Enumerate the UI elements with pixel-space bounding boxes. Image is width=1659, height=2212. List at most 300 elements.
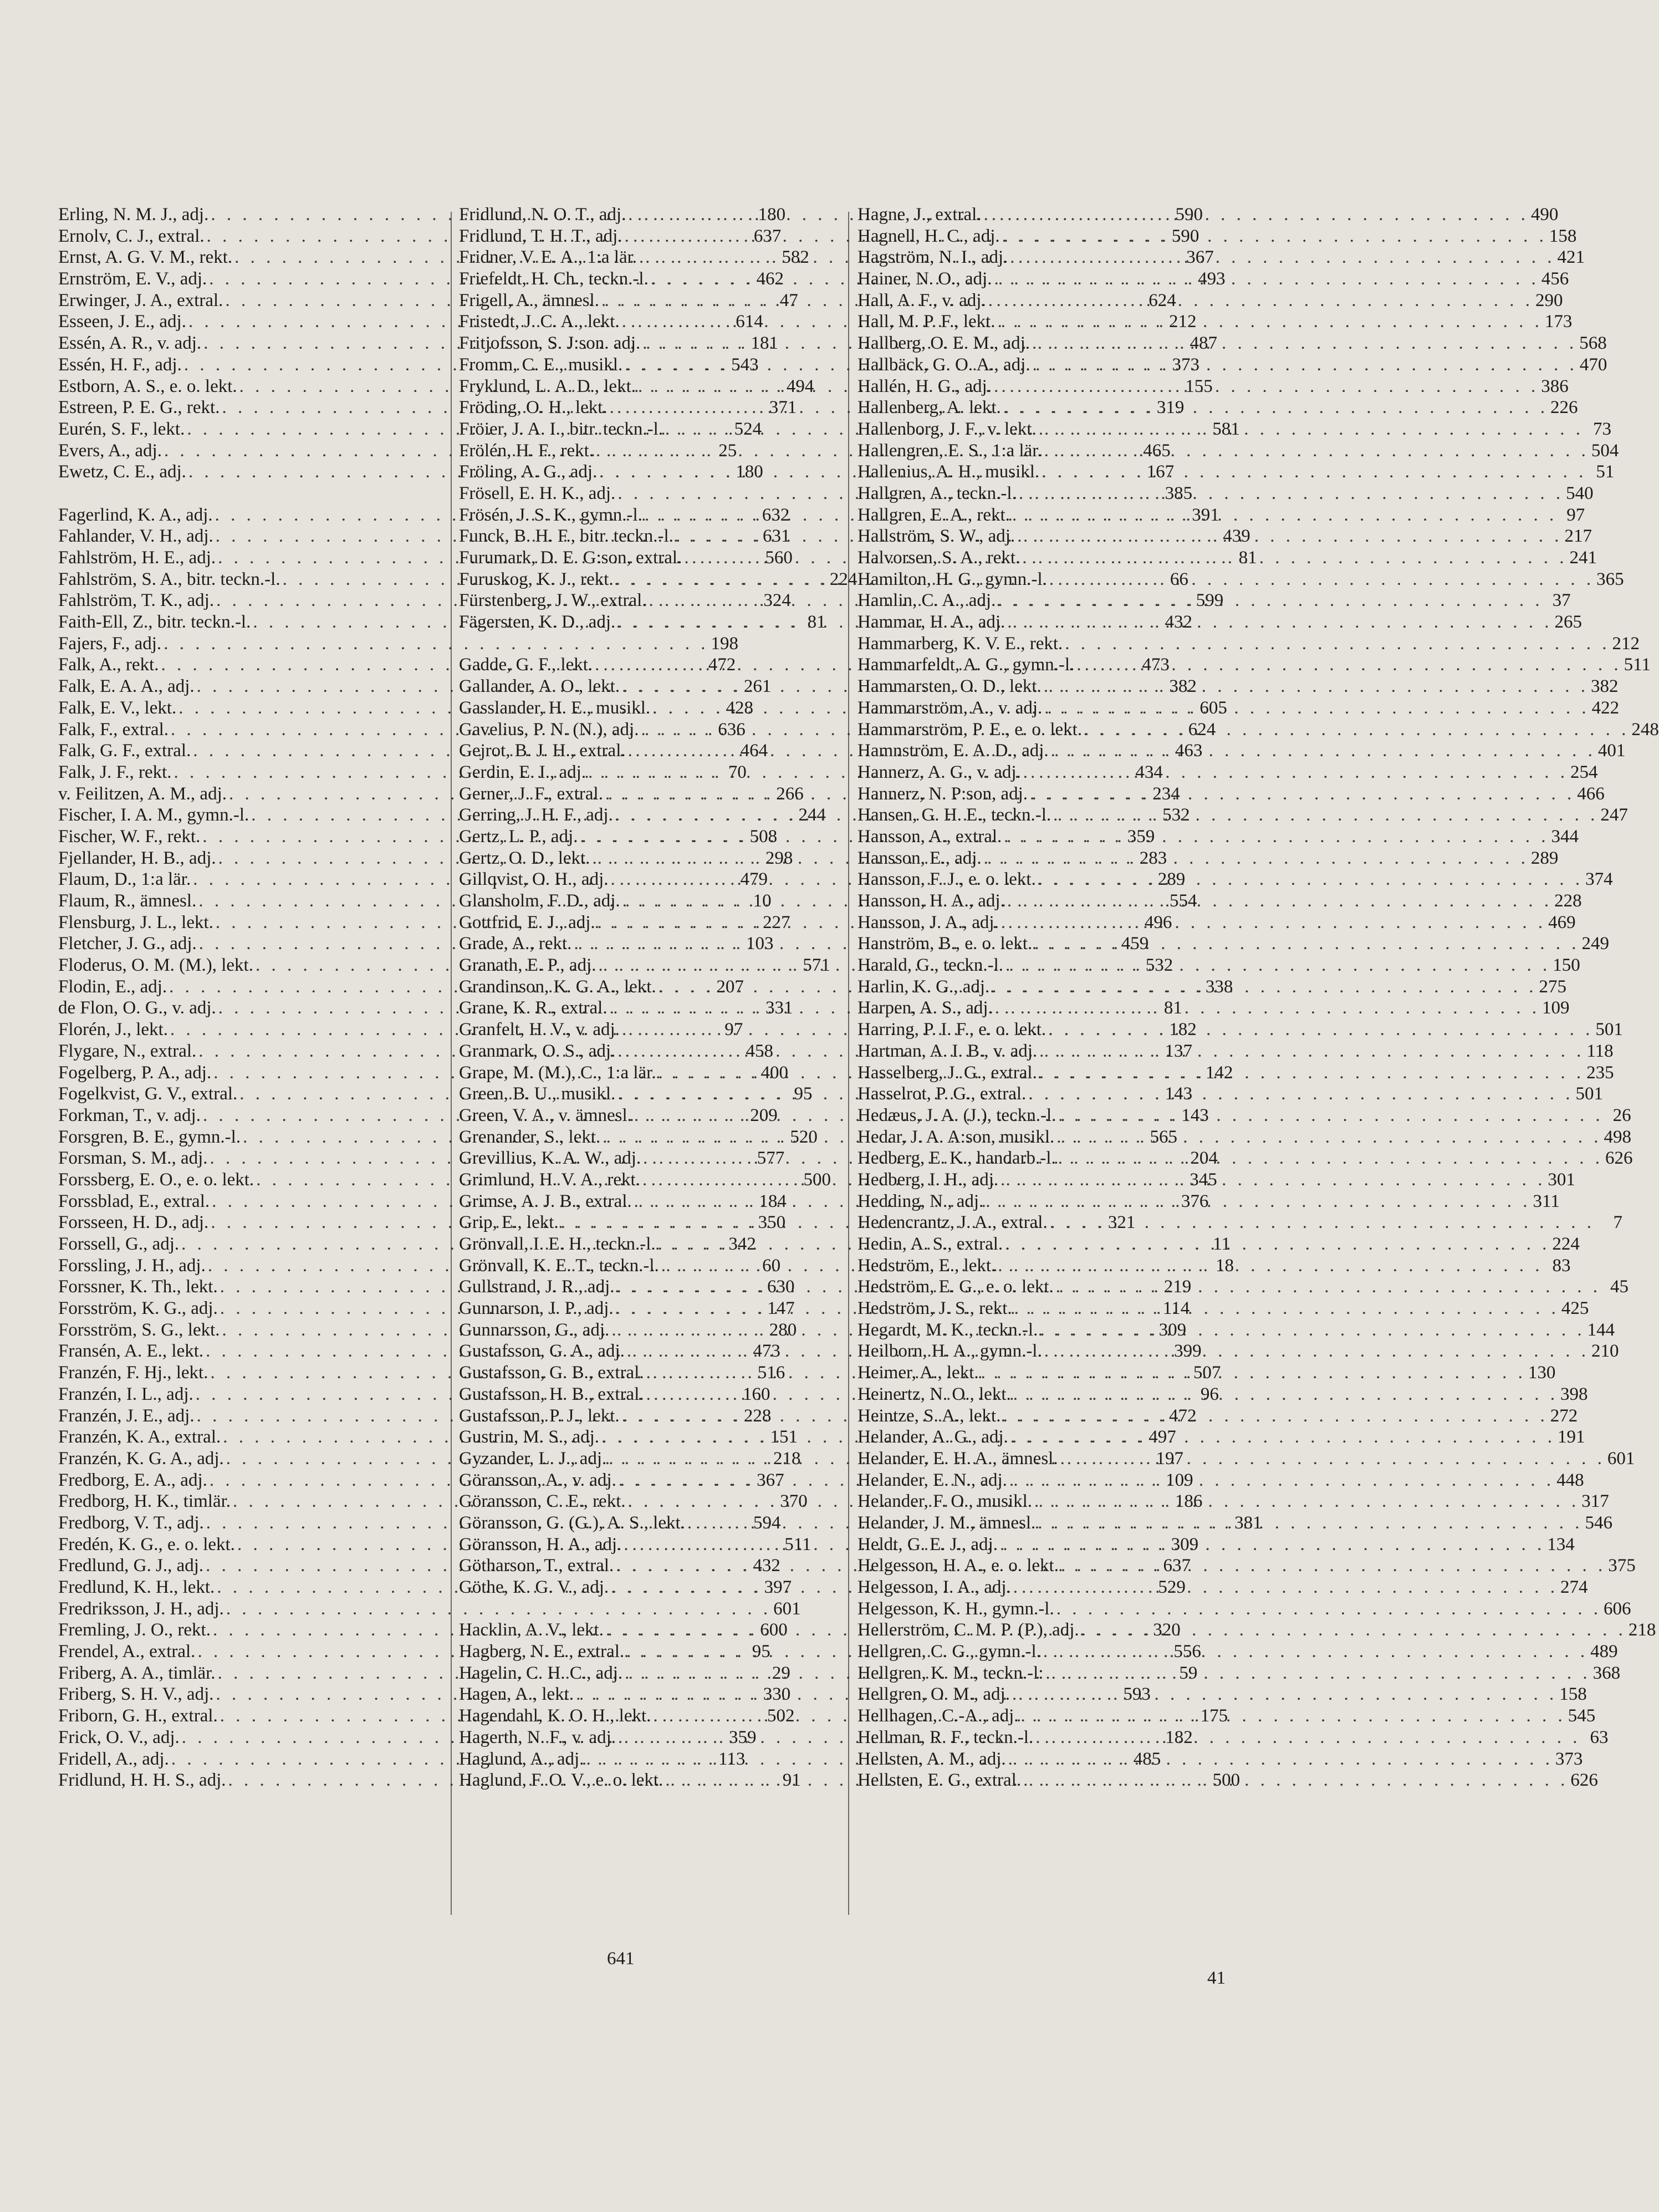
dot-leader bbox=[984, 848, 1529, 869]
entry-name: Hagerth, N. F., v. adj. bbox=[459, 1727, 616, 1747]
entry-page-number: 218 bbox=[773, 1448, 801, 1469]
entry-page-number: 463 bbox=[1175, 741, 1203, 761]
dot-leader bbox=[1038, 869, 1583, 890]
entry-name: Fischer, W. F., rekt. bbox=[58, 826, 201, 847]
entry-page-number: 137 bbox=[1165, 1041, 1193, 1061]
index-entry bbox=[857, 1169, 1575, 1191]
entry-name: Gustafsson, G. A., adj. bbox=[459, 1341, 625, 1362]
entry-page-number: 399 bbox=[1174, 1341, 1202, 1362]
entry-page-number: 218 bbox=[1628, 1620, 1656, 1640]
dot-leader bbox=[1065, 633, 1610, 655]
entry-name: Gerring, J. H. F., adj. bbox=[459, 805, 613, 825]
index-entry bbox=[857, 1555, 1636, 1577]
entry-name: Funck, B. H. F., bitr. teckn.-l. bbox=[459, 526, 673, 547]
entry-name: Hedström, E., lekt. bbox=[857, 1255, 996, 1276]
entry-page-number: 319 bbox=[1156, 397, 1185, 418]
entry-name: Hallén, H. G., adj. bbox=[857, 376, 992, 396]
index-entry bbox=[857, 1491, 1609, 1512]
entry-name: Gerner, J. F., extral. bbox=[459, 783, 603, 804]
dot-leader bbox=[998, 1255, 1543, 1277]
entry-name: Fredborg, H. K., timlär. bbox=[58, 1491, 231, 1512]
entry-page-number: 502 bbox=[767, 1706, 795, 1726]
entry-name: Gertz, L. P., adj. bbox=[459, 826, 578, 847]
entry-name: Hagen, A., lekt. bbox=[459, 1684, 574, 1705]
entry-page-number: 113 bbox=[718, 1749, 746, 1769]
entry-page-number: 469 bbox=[1548, 912, 1576, 932]
entry-name: Grape, M. (M.), C., 1:a lär. bbox=[459, 1062, 656, 1083]
entry-page-number: 60 bbox=[762, 1255, 781, 1276]
entry-name: Franzén, F. Hj., lekt. bbox=[58, 1363, 208, 1383]
entry-name: Göransson, G. (G.), A. S., lekt. bbox=[459, 1512, 685, 1533]
entry-name: Frick, O. V., adj. bbox=[58, 1727, 180, 1747]
entry-name: de Flon, O. G., v. adj. bbox=[58, 998, 216, 1018]
entry-name: Hammar, H. A., adj. bbox=[857, 612, 1005, 633]
index-entry bbox=[857, 226, 1577, 247]
dot-leader bbox=[992, 976, 1537, 998]
dot-leader bbox=[1039, 1041, 1584, 1062]
entry-name: Grönvall, K. E. T., teckn.-l. bbox=[459, 1255, 659, 1276]
entry-name: Grandinson, K. G. A., lekt. bbox=[459, 976, 656, 997]
entry-name: Fredén, K. G., e. o. lekt. bbox=[58, 1534, 235, 1554]
entry-page-number: 581 bbox=[1212, 419, 1240, 439]
entry-name: Green, V. A., v. ämnesl. bbox=[459, 1105, 632, 1125]
entry-page-number: 421 bbox=[1557, 247, 1585, 268]
entry-page-number: 25 bbox=[718, 440, 737, 461]
entry-name: Fristedt, J. C. A., lekt. bbox=[459, 312, 620, 332]
entry-page-number: 210 bbox=[1591, 1341, 1619, 1362]
entry-page-number: 143 bbox=[1181, 1105, 1209, 1125]
entry-name: Hallberg, O. E. M., adj. bbox=[857, 333, 1030, 354]
entry-name: Gustafsson, H. B., extral. bbox=[459, 1384, 644, 1404]
entry-page-number: 217 bbox=[1564, 526, 1592, 547]
entry-page-number: 565 bbox=[1150, 1127, 1178, 1147]
entry-page-number: 529 bbox=[1158, 1577, 1186, 1597]
entry-page-number: 498 bbox=[1604, 1127, 1632, 1147]
index-entry bbox=[857, 1234, 1580, 1255]
entry-name: Hedberg, E. K., handarb.-l. bbox=[857, 1148, 1056, 1169]
entry-page-number: 234 bbox=[1152, 783, 1180, 804]
entry-name: Hedæus, J. A. (J.), teckn.-l. bbox=[857, 1105, 1056, 1125]
entry-page-number: 545 bbox=[1568, 1706, 1596, 1726]
dot-leader bbox=[1004, 826, 1549, 848]
entry-name: Gottfrid, E. J., adj. bbox=[459, 912, 595, 932]
index-entry bbox=[857, 1749, 1583, 1770]
entry-name: Granmark, O. S., adj. bbox=[459, 1041, 616, 1061]
entry-name: Hansson, A., extral. bbox=[857, 826, 1002, 847]
index-entry bbox=[857, 654, 1651, 676]
page-folio: 641 bbox=[607, 1949, 635, 1969]
entry-page-number: 470 bbox=[1579, 354, 1607, 375]
index-entry bbox=[857, 526, 1592, 547]
entry-page-number: 228 bbox=[743, 1405, 772, 1426]
index-entry bbox=[857, 1362, 1556, 1384]
entry-page-number: 456 bbox=[1541, 269, 1569, 289]
entry-name: Granfelt, H. V., v. adj. bbox=[459, 1020, 620, 1040]
entry-page-number: 636 bbox=[718, 719, 746, 740]
entry-page-number: 81 bbox=[807, 612, 826, 633]
entry-page-number: 496 bbox=[1144, 912, 1172, 932]
entry-page-number: 631 bbox=[763, 526, 790, 547]
index-entry bbox=[857, 333, 1607, 354]
dot-leader bbox=[1050, 1212, 1595, 1234]
dot-leader bbox=[1008, 1749, 1553, 1770]
index-entry bbox=[857, 1105, 1631, 1127]
entry-page-number: 289 bbox=[1157, 869, 1186, 890]
index-entry bbox=[857, 290, 1563, 312]
index-entry bbox=[857, 697, 1620, 719]
entry-name: Grade, A., rekt. bbox=[459, 934, 572, 954]
entry-page-number: 582 bbox=[782, 247, 809, 268]
entry-page-number: 532 bbox=[1145, 955, 1173, 976]
entry-page-number: 594 bbox=[753, 1512, 781, 1533]
entry-name: Fajers, F., adj. bbox=[58, 633, 162, 654]
dot-leader bbox=[1003, 397, 1548, 419]
entry-name: Hamnström, E. A. D., adj. bbox=[857, 741, 1049, 761]
entry-name: Falk, F., extral. bbox=[58, 719, 169, 740]
index-entry bbox=[857, 1598, 1631, 1620]
entry-page-number: 511 bbox=[1624, 655, 1651, 675]
entry-name: Fischer, I. A. M., gymn.-l. bbox=[58, 805, 249, 825]
entry-name: Götharson, T., extral. bbox=[459, 1556, 614, 1576]
entry-name: Hellsten, E. G., extral. bbox=[857, 1770, 1022, 1791]
entry-page-number: 489 bbox=[1590, 1642, 1618, 1662]
entry-name: Hansson, H. A., adj. bbox=[857, 891, 1005, 911]
entry-page-number: 373 bbox=[1172, 354, 1199, 375]
dot-leader bbox=[994, 376, 1539, 397]
index-entry bbox=[857, 783, 1605, 805]
entry-name: Hegardt, M. K., teckn.-l. bbox=[857, 1319, 1038, 1340]
entry-page-number: 516 bbox=[757, 1363, 785, 1383]
index-entry bbox=[857, 397, 1578, 419]
entry-page-number: 624 bbox=[1148, 290, 1176, 310]
entry-page-number: 95 bbox=[794, 1084, 813, 1104]
entry-page-number: 373 bbox=[1555, 1749, 1583, 1769]
dot-leader bbox=[1022, 547, 1567, 569]
dot-leader bbox=[1049, 569, 1594, 590]
entry-name: Faith-Ell, Z., bitr. teckn.-l. bbox=[58, 612, 251, 633]
entry-page-number: 142 bbox=[1205, 1062, 1233, 1083]
index-entry bbox=[857, 955, 1580, 976]
entry-name: Heinertz, N. O., lekt. bbox=[857, 1384, 1011, 1404]
entry-name: Hallgren, A., teckn.-l. bbox=[857, 483, 1017, 503]
index-entry bbox=[857, 976, 1567, 998]
entry-name: v. Feilitzen, A. M., adj. bbox=[58, 783, 227, 804]
entry-page-number: 320 bbox=[1153, 1620, 1181, 1640]
entry-name: Haglund, F. O. V., e. o. lekt. bbox=[459, 1770, 663, 1791]
entry-name: Fritjofsson, S. J:son. adj. bbox=[459, 333, 641, 354]
entry-name: Grevillius, K. A. W., adj. bbox=[459, 1148, 641, 1169]
index-entry bbox=[857, 1319, 1615, 1341]
entry-name: Heimer, A., lekt. bbox=[857, 1363, 979, 1383]
entry-page-number: 375 bbox=[1608, 1556, 1636, 1576]
entry-name: Fredlund, K. H., lekt. bbox=[58, 1577, 215, 1597]
index-entry bbox=[857, 1041, 1614, 1062]
entry-page-number: 577 bbox=[757, 1148, 785, 1169]
index-entry bbox=[857, 1705, 1596, 1727]
entry-page-number: 228 bbox=[1554, 891, 1582, 911]
entry-name: Gustafsson, G. B., extral. bbox=[459, 1363, 644, 1383]
entry-page-number: 494 bbox=[786, 376, 814, 396]
entry-page-number: 59 bbox=[1179, 1663, 1198, 1683]
dot-leader bbox=[1051, 740, 1596, 762]
entry-name: Hansen, G. H. E., teckn.-l. bbox=[857, 805, 1051, 825]
entry-name: Helgesson, I. A., adj. bbox=[857, 1577, 1011, 1597]
entry-page-number: 209 bbox=[750, 1105, 778, 1125]
entry-name: Hamlin, C. A., adj. bbox=[857, 590, 996, 611]
entry-name: Helander, E. H. A., ämnesl. bbox=[857, 1448, 1058, 1469]
index-entry bbox=[857, 1148, 1633, 1169]
dot-leader bbox=[1030, 783, 1575, 805]
entry-page-number: 626 bbox=[1605, 1148, 1633, 1169]
entry-page-number: 204 bbox=[1190, 1148, 1218, 1169]
entry-name: Fromm, C. E., musikl. bbox=[459, 354, 623, 375]
entry-name: Grimlund, H. V. A., rekt. bbox=[459, 1169, 640, 1190]
entry-name: Friberg, A. A., timlär. bbox=[58, 1663, 216, 1683]
entry-page-number: 219 bbox=[1163, 1277, 1192, 1297]
entry-name: Gallander, A. O., lekt. bbox=[459, 676, 620, 697]
index-entry bbox=[857, 826, 1579, 848]
entry-page-number: 150 bbox=[1553, 955, 1580, 976]
dot-leader bbox=[1005, 955, 1550, 976]
entry-page-number: 600 bbox=[760, 1620, 788, 1640]
dot-leader bbox=[1060, 1448, 1605, 1470]
entry-name: Furumark, D. E. G:son, extral. bbox=[459, 548, 682, 568]
index-entry bbox=[857, 1727, 1609, 1749]
index-entry bbox=[857, 890, 1582, 912]
entry-page-number: 324 bbox=[763, 590, 791, 611]
entry-page-number: 554 bbox=[1169, 891, 1197, 911]
index-entry bbox=[857, 419, 1611, 440]
entry-page-number: 70 bbox=[728, 762, 747, 782]
entry-name: Franzén, I. L., adj. bbox=[58, 1384, 193, 1404]
entry-name: Grane, K. R., extral. bbox=[459, 998, 608, 1018]
entry-page-number: 466 bbox=[1577, 783, 1605, 804]
entry-page-number: 370 bbox=[780, 1491, 808, 1512]
entry-name: Hedar, J. A. A:son, musikl. bbox=[857, 1127, 1055, 1147]
entry-page-number: 385 bbox=[1165, 483, 1193, 503]
entry-name: Hammarström, P. E., e. o. lekt. bbox=[857, 719, 1083, 740]
dot-leader bbox=[1038, 1512, 1583, 1534]
entry-page-number: 118 bbox=[1586, 1041, 1614, 1061]
entry-page-number: 626 bbox=[1570, 1770, 1598, 1791]
entry-page-number: 144 bbox=[1587, 1319, 1615, 1340]
entry-page-number: 434 bbox=[1135, 762, 1163, 782]
entry-name: Hagberg, N. E., extral. bbox=[459, 1642, 625, 1662]
entry-page-number: 439 bbox=[1223, 526, 1250, 547]
entry-page-number: 130 bbox=[1528, 1363, 1556, 1383]
entry-page-number: 490 bbox=[1530, 205, 1559, 225]
entry-page-number: 158 bbox=[1549, 226, 1577, 246]
entry-page-number: 289 bbox=[1530, 848, 1559, 868]
index-entry bbox=[857, 504, 1585, 526]
entry-page-number: 249 bbox=[1581, 934, 1610, 954]
entry-page-number: 63 bbox=[1590, 1727, 1609, 1747]
entry-name: Forsseen, H. D., adj. bbox=[58, 1212, 209, 1233]
entry-name: Gertz, O. D., lekt. bbox=[459, 848, 590, 868]
dot-leader bbox=[1034, 1491, 1579, 1512]
entry-name: Falk, G. F., extral. bbox=[58, 741, 191, 761]
entry-name: Forssberg, E. O., e. o. lekt. bbox=[58, 1169, 254, 1190]
entry-name: Hanström, B., e. o. lekt. bbox=[857, 934, 1033, 954]
dot-leader bbox=[1058, 1105, 1603, 1127]
index-entry bbox=[857, 569, 1624, 590]
entry-name: Forssling, J. H., adj. bbox=[58, 1255, 206, 1276]
index-entry bbox=[857, 461, 1615, 483]
entry-page-number: 397 bbox=[764, 1577, 792, 1597]
index-entry bbox=[857, 354, 1607, 376]
entry-name: Hartman, A. I. B., v. adj. bbox=[857, 1041, 1038, 1061]
entry-name: Friefeldt, H. Ch., teckn.-l. bbox=[459, 269, 649, 289]
index-entry bbox=[857, 611, 1583, 633]
entry-name: Erwinger, J. A., extral. bbox=[58, 290, 223, 310]
dot-leader bbox=[1010, 247, 1555, 268]
dot-leader bbox=[1017, 526, 1562, 547]
entry-name: Fridlund, H. H. S., adj. bbox=[58, 1770, 226, 1791]
entry-name: Hacklin, A. V., lekt. bbox=[459, 1620, 604, 1640]
dot-leader bbox=[1000, 1169, 1545, 1191]
entry-page-number: 272 bbox=[1550, 1405, 1578, 1426]
index-entry bbox=[857, 1619, 1656, 1641]
index-entry bbox=[857, 1663, 1621, 1684]
dot-leader bbox=[1033, 354, 1578, 376]
entry-name: Grip, E., lekt. bbox=[459, 1212, 559, 1233]
entry-page-number: 198 bbox=[711, 633, 738, 654]
index-entry bbox=[857, 1426, 1585, 1448]
entry-name: Fahlström, S. A., bitr. teckn.-l. bbox=[58, 569, 280, 589]
entry-page-number: 212 bbox=[1168, 312, 1197, 332]
entry-name: Helander, A. G., adj. bbox=[857, 1427, 1008, 1448]
dot-leader bbox=[981, 1362, 1526, 1384]
entry-name: Flygare, N., extral. bbox=[58, 1041, 197, 1061]
index-entry bbox=[857, 440, 1619, 462]
entry-page-number: 601 bbox=[773, 1598, 801, 1619]
entry-name: Fahlström, T. K., adj. bbox=[58, 590, 215, 611]
entry-page-number: 109 bbox=[1166, 1470, 1193, 1490]
entry-name: Eurén, S. F., lekt. bbox=[58, 419, 185, 439]
entry-page-number: 382 bbox=[1591, 676, 1619, 697]
entry-page-number: 508 bbox=[749, 826, 778, 847]
index-entry bbox=[857, 912, 1576, 934]
entry-name: Flaum, D., 1:a lär. bbox=[58, 869, 191, 890]
entry-name: Hannerz, A. G., v. adj. bbox=[857, 762, 1021, 782]
entry-page-number: 464 bbox=[740, 741, 768, 761]
entry-page-number: 226 bbox=[1550, 397, 1578, 418]
dot-leader bbox=[1044, 440, 1589, 462]
entry-page-number: 590 bbox=[1171, 226, 1199, 246]
entry-name: Franzén, K. A., extral. bbox=[58, 1427, 221, 1448]
entry-name: Fröier, J. A. I., bitr. teckn.-l. bbox=[459, 419, 663, 439]
entry-page-number: 601 bbox=[1607, 1448, 1635, 1469]
entry-name: Hammarström, A., v. adj. bbox=[857, 697, 1043, 718]
entry-page-number: 317 bbox=[1581, 1491, 1609, 1512]
dot-leader bbox=[1043, 1641, 1588, 1663]
entry-name: Hedin, A. S., extral. bbox=[857, 1234, 1003, 1254]
dot-leader bbox=[1039, 1062, 1584, 1084]
index-entry bbox=[857, 311, 1573, 333]
entry-name: Hasselrot, P. G., extral. bbox=[857, 1084, 1027, 1104]
entry-name: Hellerström, C. M. P. (P.), adj. bbox=[857, 1620, 1079, 1640]
entry-name: Falk, E. A. A., adj. bbox=[58, 676, 195, 697]
entry-page-number: 473 bbox=[753, 1341, 780, 1362]
entry-name: Fredlund, G. J., adj. bbox=[58, 1556, 204, 1576]
entry-page-number: 227 bbox=[763, 912, 790, 932]
entry-name: Göthe, K. G. V., adj. bbox=[459, 1577, 609, 1597]
entry-page-number: 73 bbox=[1593, 419, 1611, 439]
entry-name: Hallenberg, A. lekt. bbox=[857, 397, 1001, 418]
dot-leader bbox=[1035, 1727, 1580, 1749]
entry-page-number: 81 bbox=[1238, 548, 1257, 568]
index-entry bbox=[857, 268, 1569, 290]
entry-page-number: 568 bbox=[1579, 333, 1607, 354]
index-entry bbox=[857, 1770, 1598, 1791]
index-entry bbox=[857, 1534, 1575, 1556]
entry-page-number: 571 bbox=[803, 955, 830, 976]
entry-name: Fridlund, N. O. T., adj. bbox=[459, 205, 626, 225]
entry-page-number: 96 bbox=[1200, 1384, 1219, 1404]
entry-page-number: 114 bbox=[1162, 1298, 1190, 1319]
entry-page-number: 51 bbox=[1596, 462, 1615, 482]
entry-name: Fröding, O. H., lekt. bbox=[459, 397, 608, 418]
entry-name: Gyzander, L. J., adj. bbox=[459, 1448, 607, 1469]
dot-leader bbox=[1048, 1019, 1593, 1041]
entry-page-number: 212 bbox=[1612, 633, 1640, 654]
entry-name: Floderus, O. M. (M.), lekt. bbox=[58, 955, 253, 976]
entry-page-number: 359 bbox=[1127, 826, 1155, 847]
entry-page-number: 18 bbox=[1216, 1255, 1234, 1276]
dot-leader bbox=[1023, 1770, 1568, 1791]
entry-page-number: 368 bbox=[1592, 1663, 1621, 1683]
entry-name: Ewetz, C. E., adj. bbox=[58, 462, 186, 482]
entry-name: Hedström, J. S., rekt. bbox=[857, 1298, 1012, 1319]
entry-page-number: 91 bbox=[782, 1770, 801, 1791]
entry-name: Falk, J. F., rekt. bbox=[58, 762, 172, 782]
entry-name: Essén, A. R., v. adj. bbox=[58, 333, 202, 354]
dot-leader bbox=[1007, 611, 1552, 633]
entry-name: Estborn, A. S., e. o. lekt. bbox=[58, 376, 237, 396]
entry-page-number: 630 bbox=[767, 1277, 795, 1297]
entry-page-number: 400 bbox=[760, 1062, 788, 1083]
entry-name: Esseen, J. E., adj. bbox=[58, 312, 186, 332]
section-gap bbox=[459, 633, 857, 655]
entry-page-number: 398 bbox=[1560, 1384, 1588, 1404]
entry-page-number: 134 bbox=[1547, 1534, 1575, 1554]
entry-name: Hagne, J., extral. bbox=[857, 205, 982, 225]
entry-page-number: 184 bbox=[759, 1191, 787, 1211]
entry-name: Hainer, N. O., adj. bbox=[857, 269, 992, 289]
index-entry bbox=[857, 1641, 1618, 1663]
entry-page-number: 26 bbox=[1612, 1105, 1631, 1125]
entry-name: Fredriksson, J. H., adj. bbox=[58, 1598, 224, 1619]
dot-leader bbox=[1003, 1405, 1548, 1427]
entry-page-number: 428 bbox=[726, 697, 754, 718]
entry-page-number: 422 bbox=[1591, 697, 1620, 718]
entry-name: Flensburg, J. L., lekt. bbox=[58, 912, 213, 932]
index-entry bbox=[857, 1083, 1604, 1105]
entry-page-number: 151 bbox=[770, 1427, 798, 1448]
entry-page-number: 197 bbox=[1156, 1448, 1184, 1469]
entry-page-number: 261 bbox=[743, 676, 772, 697]
entry-name: Fremling, J. O., rekt. bbox=[58, 1620, 211, 1640]
entry-name: Hedding, N., adj. bbox=[857, 1191, 984, 1211]
entry-page-number: 493 bbox=[1198, 269, 1226, 289]
index-entry bbox=[857, 1019, 1623, 1041]
dot-leader bbox=[1019, 483, 1564, 504]
entry-name: Hellgren, O. M., adj. bbox=[857, 1684, 1010, 1705]
entry-name: Ernström, E. V., adj. bbox=[58, 269, 207, 289]
entry-name: Furuskog, K. J., rekt. bbox=[459, 569, 614, 589]
dot-leader bbox=[1013, 1577, 1558, 1598]
entry-page-number: 275 bbox=[1539, 976, 1567, 997]
